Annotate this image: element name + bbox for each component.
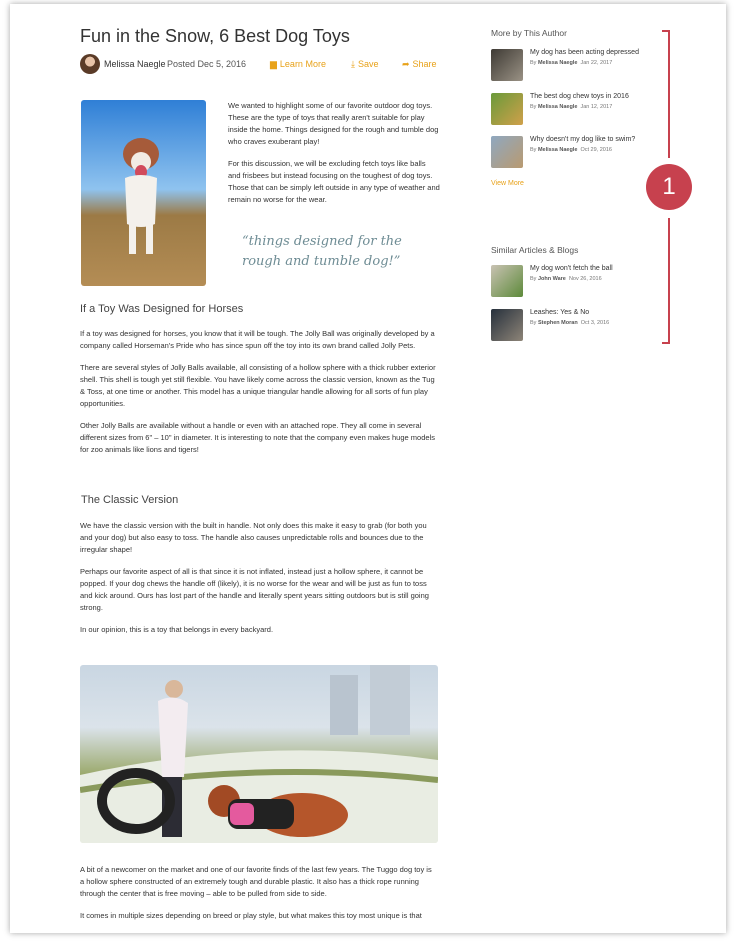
- paragraph: It comes in multiple sizes depending on breed or play style, but what makes this toy most unique is that: [80, 911, 422, 920]
- byline-author: Melissa Naegle: [537, 147, 578, 153]
- sidebar-article-link[interactable]: [491, 309, 661, 341]
- similar-articles-title: Similar Articles & Blogs: [491, 245, 579, 255]
- byline-prefix: By: [530, 147, 537, 153]
- section-heading: If a Toy Was Designed for Horses: [80, 303, 244, 315]
- share-label: Share: [412, 59, 437, 69]
- sidebar-article-link[interactable]: [491, 49, 661, 81]
- section-body: [80, 520, 436, 646]
- share-button[interactable]: [402, 59, 437, 70]
- save-label: Save: [357, 59, 379, 69]
- sidebar-article-link[interactable]: [491, 265, 661, 297]
- download-icon: ⤓: [351, 59, 355, 69]
- more-by-author-title: More by This Author: [491, 28, 567, 38]
- byline-prefix: By: [530, 320, 537, 326]
- byline-prefix: By: [530, 104, 537, 110]
- snow-play-photo: [80, 665, 438, 843]
- byline-author: Melissa Naegle: [537, 104, 578, 110]
- paragraph: We have the classic version with the built in handle. Not only does this make it easy to grab (for both you and your dog) but also easy to toss. The handle also causes unpredictable rolls and bounces due to the irregular shape!: [80, 521, 427, 554]
- view-more-link[interactable]: View More: [491, 180, 524, 187]
- book-icon: ▆: [270, 59, 277, 69]
- learn-more-label: Learn More: [279, 59, 326, 69]
- snow-scene-illustration: [80, 665, 438, 843]
- paragraph: If a toy was designed for horses, you know that it will be tough. The Jolly Ball was originally developed by a company called Horseman's Pride who has since spun off the toy into its own brand called Jolly Pets.: [80, 329, 435, 350]
- section-heading: The Classic Version: [81, 494, 179, 506]
- intro-paragraph: For this discussion, we will be excluding fetch toys like balls and frisbees but instead focusing on the toughest of dog toys. Those that can be simply left outside in any type of weather and remain no worse for the wear.: [228, 159, 440, 204]
- byline-prefix: By: [530, 60, 537, 66]
- article-byline: [530, 104, 612, 110]
- article-link-title[interactable]: My dog has been acting depressed: [530, 49, 639, 56]
- posted-date: Posted Dec 5, 2016: [167, 59, 247, 69]
- dog-illustration: [109, 132, 173, 262]
- annotation-badge: 1: [646, 164, 692, 210]
- byline-date: Nov 26, 2016: [568, 276, 602, 282]
- paragraph: In our opinion, this is a toy that belongs in every backyard.: [80, 625, 274, 634]
- byline-author: Stephen Moran: [537, 320, 578, 326]
- article-link-title[interactable]: The best dog chew toys in 2016: [530, 93, 629, 100]
- article-link-title[interactable]: Why doesn't my dog like to swim?: [530, 136, 636, 143]
- article-link-title[interactable]: Leashes: Yes & No: [530, 309, 590, 316]
- article-thumbnail[interactable]: [491, 136, 523, 168]
- share-arrow-icon: ➦: [402, 59, 410, 69]
- article-page: [10, 4, 726, 933]
- article-byline: [530, 276, 602, 282]
- article-byline: [530, 60, 612, 66]
- section-body: [80, 864, 436, 932]
- sidebar-article-link[interactable]: [491, 136, 661, 168]
- article-byline: [530, 320, 609, 326]
- article-thumbnail[interactable]: [491, 265, 523, 297]
- byline-author: John Ware: [537, 276, 566, 282]
- paragraph: There are several styles of Jolly Balls available, all consisting of a hollow sphere with a thick rubber exterior shell. This shell is tough yet still flexible. You have likely come across the classic version, known as the Tug & Toss, at one time or another. This model has a unique triangular handle allowing for all sorts of fun play opportunities.: [80, 363, 436, 408]
- sidebar-article-link[interactable]: [491, 93, 661, 125]
- intro-text: [228, 100, 440, 216]
- learn-more-button[interactable]: [270, 59, 326, 70]
- article-meta: [80, 54, 450, 74]
- article-thumbnail[interactable]: [491, 309, 523, 341]
- section-body: [80, 328, 436, 466]
- annotation-bracket-bottom: [662, 218, 670, 344]
- article-thumbnail[interactable]: [491, 93, 523, 125]
- pull-quote: “things designed for the rough and tumble dog!”: [242, 234, 402, 269]
- article-thumbnail[interactable]: [491, 49, 523, 81]
- dog-hero-image: [81, 100, 206, 286]
- annotation-bracket-top: [662, 30, 670, 158]
- paragraph: Perhaps our favorite aspect of all is that since it is not inflated, instead just a hollow sphere, it cannot be popped. If your dog chews the handle off (likely), it is no worse for the wear and will be just as fun to toss and kick around. Ours has lost part of the handle and literally spent years sitting outdoors but is still going strong.: [80, 567, 429, 612]
- author-avatar[interactable]: [80, 54, 100, 74]
- intro-paragraph: We wanted to highlight some of our favorite outdoor dog toys. These are the type of toys that really aren't suitable for play inside the home. Things designed for the rough and tumble dog who craves exuberant play!: [228, 101, 439, 146]
- article-title: Fun in the Snow, 6 Best Dog Toys: [80, 26, 350, 46]
- article-byline: [530, 147, 612, 153]
- paragraph: A bit of a newcomer on the market and one of our favorite finds of the last few years. The Tuggo dog toy is a hollow sphere constructed of an extremely tough and durable plastic. It also has a thick rope running through the center that is free moving – able to be pulled from side to side.: [80, 865, 432, 898]
- byline-author: Melissa Naegle: [537, 60, 578, 66]
- byline-date: Jan 22, 2017: [580, 60, 613, 66]
- paragraph: Other Jolly Balls are available without a handle or even with an attached rope. They all come in several different sizes from 6" – 10" in diameter. It is interesting to note that the company even makes huge models for zoo animals like lions and tigers!: [80, 421, 435, 454]
- save-button[interactable]: [351, 59, 379, 70]
- author-name[interactable]: Melissa Naegle: [104, 59, 166, 69]
- byline-date: Jan 12, 2017: [580, 104, 613, 110]
- byline-prefix: By: [530, 276, 537, 282]
- byline-date: Oct 3, 2016: [580, 320, 610, 326]
- byline-date: Oct 29, 2016: [580, 147, 612, 153]
- article-link-title[interactable]: My dog won't fetch the ball: [530, 265, 613, 272]
